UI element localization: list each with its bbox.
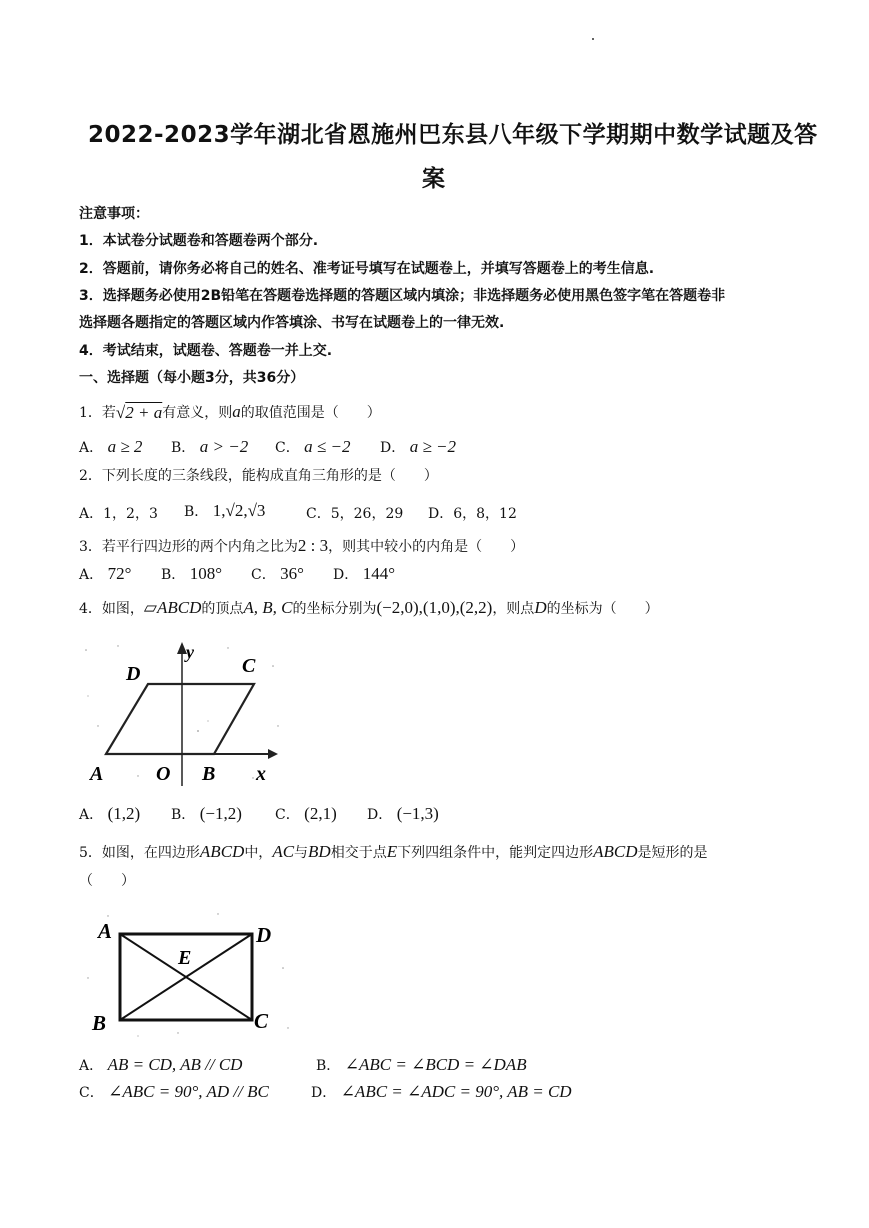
- label-b: B: [92, 1011, 107, 1035]
- label-o: O: [156, 763, 171, 785]
- q5-option-d: D． ∠ABC = ∠ADC = 90°, AB = CD: [311, 1082, 572, 1101]
- q3-option-a: A． 72°: [79, 564, 132, 583]
- label-c: C: [242, 655, 256, 677]
- q2-option-a: A．1，2，3: [79, 506, 158, 522]
- q4-option-b: B． (−1,2): [171, 804, 242, 823]
- q1-option-c: C． a ≤ −2: [275, 437, 351, 456]
- label-b: B: [202, 763, 216, 785]
- question-5: 5．如图，在四边形ABCD中，AC与BD相交于点E下列四组条件中，能判定四边形ABCD是短形的是: [79, 842, 708, 861]
- q2-option-d: D．6，8，12: [428, 506, 517, 522]
- q1-option-b: B． a > −2: [171, 437, 249, 456]
- q5-rectangle-figure: [78, 908, 298, 1042]
- notice-item: 4．考试结束，试题卷、答题卷一并上交.: [79, 343, 333, 359]
- label-c: C: [254, 1009, 269, 1033]
- q4-option-a: A． (1,2): [79, 804, 141, 823]
- notice-item: 2．答题前，请你务必将自己的姓名、准考证号填写在试题卷上，并填写答题卷上的考生信息.: [79, 261, 655, 277]
- label-y: y: [186, 642, 194, 662]
- q2-option-b: B． 1,√2,√3: [184, 501, 266, 520]
- question-1: 1．若√2 + a有意义，则a的取值范围是（ ）: [79, 402, 381, 422]
- parallelogram: [106, 684, 254, 754]
- q2-option-c: C．5，26，29: [306, 506, 404, 522]
- q5-option-a: A． AB = CD, AB // CD: [79, 1055, 243, 1074]
- label-x: x: [256, 763, 266, 785]
- scan-dot: [592, 38, 594, 40]
- notice-item: 3．选择题务必使用2B铅笔在答题卷选择题的答题区域内填涂；非选择题务必使用黑色签字笔在答题卷非: [79, 288, 726, 304]
- question-4: 4．如图，▱ABCD的顶点A, B, C的坐标分别为(−2,0),(1,0),(2,2)，则点D的坐标为（ ）: [79, 598, 659, 617]
- label-e: E: [178, 947, 192, 969]
- q3-option-d: D． 144°: [333, 564, 395, 583]
- label-d: D: [126, 663, 141, 685]
- q4-parallelogram-figure: [78, 636, 290, 786]
- q5-option-b: B． ∠ABC = ∠BCD = ∠DAB: [316, 1055, 527, 1074]
- page-title-line2: 案: [422, 166, 446, 192]
- q4-option-c: C． (2,1): [275, 804, 337, 823]
- notice-heading: 注意事项：: [79, 206, 149, 222]
- q1-option-a: A． a ≥ 2: [79, 437, 143, 456]
- label-a: A: [98, 919, 113, 943]
- question-3: 3．若平行四边形的两个内角之比为2 : 3，则其中较小的内角是（ ）: [79, 536, 525, 555]
- section-heading: 一、选择题（每小题3分，共36分）: [79, 370, 305, 386]
- q4-option-d: D． (−1,3): [367, 804, 439, 823]
- q5-option-c: C． ∠ABC = 90°, AD // BC: [79, 1082, 269, 1101]
- page-title: 2022-2023学年湖北省恩施州巴东县八年级下学期期中数学试题及答: [88, 122, 818, 148]
- question-5-line2: （ ）: [79, 873, 135, 889]
- notice-item: 选择题各题指定的答题区域内作答填涂、书写在试题卷上的一律无效.: [79, 315, 505, 331]
- question-2: 2．下列长度的三条线段，能构成直角三角形的是（ ）: [79, 468, 438, 484]
- q1-option-d: D． a ≥ −2: [380, 437, 456, 456]
- q3-option-c: C． 36°: [251, 564, 304, 583]
- notice-item: 1．本试卷分试题卷和答题卷两个部分.: [79, 233, 319, 249]
- label-d: D: [256, 923, 272, 947]
- label-a: A: [90, 763, 104, 785]
- q3-option-b: B． 108°: [161, 564, 223, 583]
